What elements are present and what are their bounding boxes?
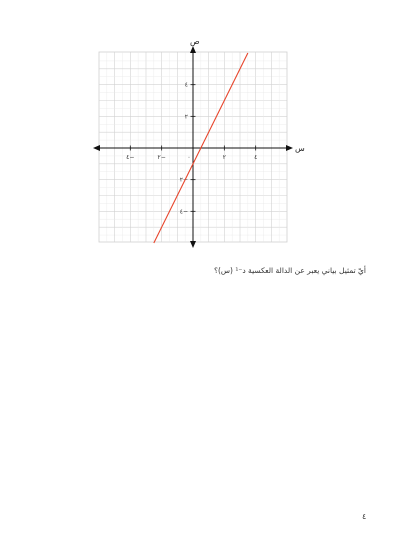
x-tick-label: ٤− (126, 154, 135, 161)
x-tick-label: ٤ (254, 154, 258, 161)
page-number: ٤ (362, 512, 367, 521)
y-axis-label: ص (190, 37, 200, 46)
coordinate-plane (92, 37, 305, 247)
x-axis-arrow-right-icon (286, 145, 293, 151)
x-axis-arrow-left-icon (93, 145, 100, 151)
y-tick-label: ٤ (184, 81, 188, 89)
y-tick-label: ٢− (179, 176, 188, 184)
y-tick-label: ٢ (184, 113, 188, 121)
question-text: أيّ تمثيل بياني يعبر عن الدالة العكسية د⁻¹ (س)؟ (213, 266, 366, 275)
y-tick-label: ٤− (179, 208, 188, 216)
x-tick-label: ٢ (222, 154, 226, 161)
y-axis-arrow-down-icon (190, 241, 196, 248)
x-axis-label: س (295, 144, 305, 153)
inverse-function-graph (92, 37, 305, 247)
x-tick-label: ٠ (187, 154, 191, 161)
x-tick-label: ٢− (157, 154, 166, 161)
y-axis-arrow-up-icon (190, 46, 196, 53)
